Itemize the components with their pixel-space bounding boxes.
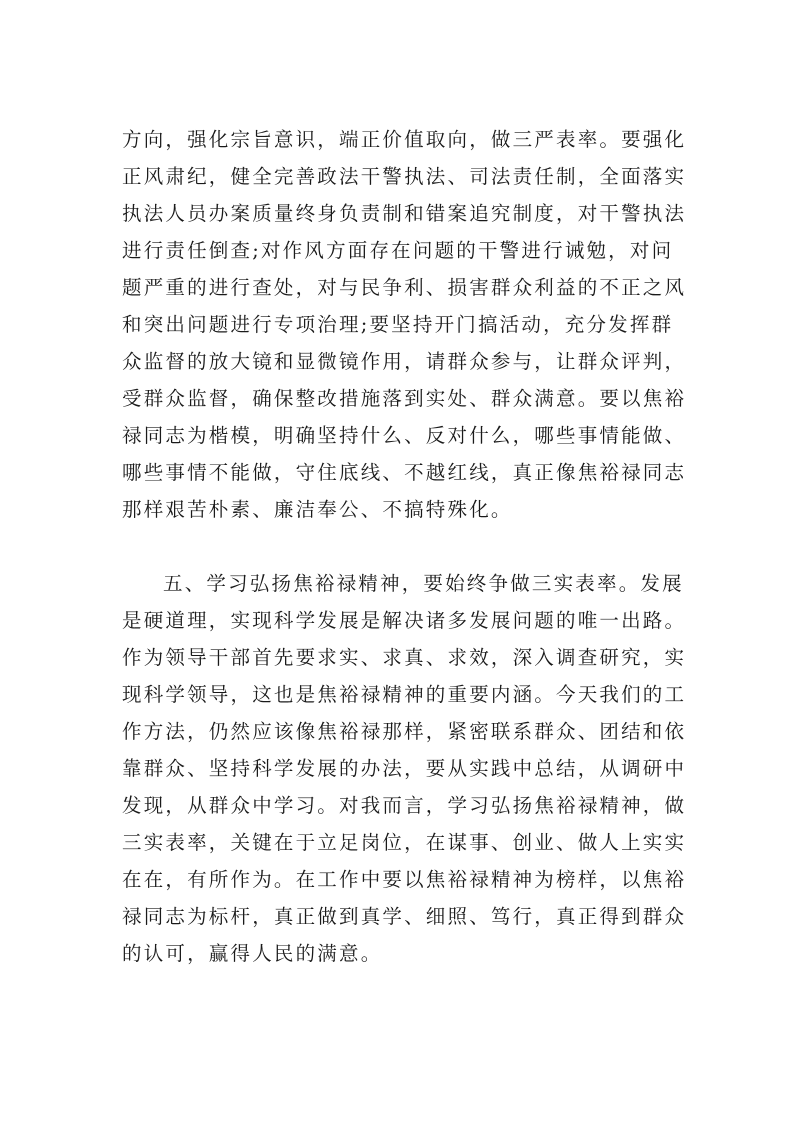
text-line: 哪些事情不能做，守住底线、不越红线，真正像焦裕禄同志 — [122, 461, 687, 484]
text-line: 靠群众、坚持科学发展的办法，要从实践中总结，从调研中 — [122, 757, 687, 780]
text-line: 众监督的放大镜和显微镜作用，请群众参与，让群众评判， — [122, 350, 687, 373]
text-line: 在在，有所作为。在工作中要以焦裕禄精神为榜样，以焦裕 — [122, 868, 687, 891]
text-line: 方向，强化宗旨意识，端正价值取向，做三严表率。要强化 — [122, 128, 687, 151]
text-line: 是硬道理，实现科学发展是解决诸多发展问题的唯一出路。 — [122, 609, 687, 632]
text-line: 题严重的进行查处，对与民争利、损害群众利益的不正之风 — [122, 276, 687, 299]
text-line: 正风肃纪，健全完善政法干警执法、司法责任制，全面落实 — [122, 165, 687, 188]
text-line: 三实表率，关键在于立足岗位，在谋事、创业、做人上实实 — [122, 831, 687, 854]
text-line: 作方法，仍然应该像焦裕禄那样，紧密联系群众、团结和依 — [122, 720, 687, 743]
text-line: 作为领导干部首先要求实、求真、求效，深入调查研究，实 — [122, 646, 687, 669]
text-line: 执法人员办案质量终身负责制和错案追究制度，对干警执法 — [122, 202, 687, 225]
text-line: 五、学习弘扬焦裕禄精神，要始终争做三实表率。发展 — [163, 572, 684, 595]
text-line: 和突出问题进行专项治理;要坚持开门搞活动，充分发挥群 — [122, 313, 674, 336]
text-line: 受群众监督，确保整改措施落到实处、群众满意。要以焦裕 — [122, 387, 687, 410]
text-line: 禄同志为楷模，明确坚持什么、反对什么，哪些事情能做、 — [122, 424, 687, 447]
text-line: 进行责任倒查;对作风方面存在问题的干警进行诫勉，对问 — [122, 239, 674, 262]
text-line: 禄同志为标杆，真正做到真学、细照、笃行，真正得到群众 — [122, 905, 687, 928]
text-line: 的认可，赢得人民的满意。 — [122, 942, 383, 965]
text-line: 那样艰苦朴素、廉洁奉公、不搞特殊化。 — [122, 498, 513, 521]
text-line: 现科学领导，这也是焦裕禄精神的重要内涵。今天我们的工 — [122, 683, 687, 706]
text-line: 发现，从群众中学习。对我而言，学习弘扬焦裕禄精神，做 — [122, 794, 687, 817]
